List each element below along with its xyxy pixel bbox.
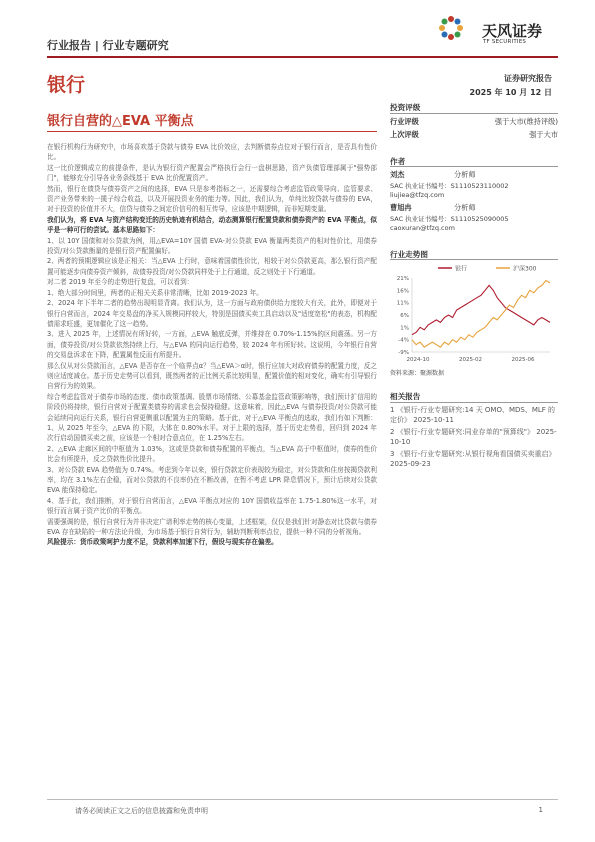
author-cert: SAC 执业证书编号：S1110523110002	[390, 182, 509, 190]
body-paragraph: 需要强调的是，银行自营行为并非决定广谱利率走势的核心变量，上述框架，仅仅是我们针对静态对比贷款与债券 EVA 存在缺陷的一种方法论升级，为市场基于银行自营行为，辅助判断利率点位，提供一种不同的分析视角。	[47, 517, 377, 537]
report-title: 银行自营的△EVA 平衡点	[47, 114, 194, 129]
rating-row	[390, 117, 558, 127]
related-item-title[interactable]: 1 《银行-行业专题研究:14 天 OMO、MDS、MLF 的定价》	[390, 406, 556, 424]
industry-trend-chart	[390, 262, 558, 366]
rating-label: 行业评级	[390, 117, 419, 126]
body-paragraph: 3、进入 2025 年，上述情况有所好转，一方面，△EVA 触底反弹，并维持在 0.70%-1.15%的区间震荡。另一方面，债券投资/对公贷款依然持续上行，与△EVA 的同向运行趋势，较 2024 年有所好转。这说明，今年银行自营的交易盘诉求在下降，配置属性反而有所提升。	[47, 330, 377, 360]
x-tick-label: 2025-02	[459, 357, 482, 363]
body-paragraph: 在银行机构行为研究中，市场喜欢基于贷款与债券 EVA 比价效应，去判断债券点位对于银行而言，是否具有性价比。	[47, 143, 377, 162]
related-item-title[interactable]: 2 《银行-行业专题研究:同业存单的"预算线"》	[390, 428, 535, 436]
rating-section-title: 投资评级	[390, 103, 421, 112]
related-item-date: 2025-09-23	[390, 460, 431, 468]
y-tick-label: 6%	[400, 313, 409, 319]
legend-label: 银行	[455, 265, 468, 273]
rating-row	[390, 130, 558, 140]
footer-disclaimer: 请务必阅读正文之后的信息披露和免责申明	[75, 807, 208, 815]
rating-label: 上次评级	[390, 130, 419, 139]
title-rule	[47, 131, 377, 132]
body-paragraph: 这一比价逻辑成立的前提条件，是认为银行资产配置会严格执行会行一盘棋思路，资产负债管理部属于"强势部门"，能够充分引导各业务条线基于 EVA 比价配置资产。	[47, 163, 377, 183]
authors-section-title: 作者	[390, 157, 406, 166]
chart-divider	[390, 259, 558, 260]
related-divider	[390, 402, 558, 403]
series-line	[412, 281, 550, 348]
related-item[interactable]	[390, 449, 558, 469]
author-email[interactable]: caoxuran@tfzq.com	[390, 224, 455, 232]
author-cert: SAC 执业证书编号：S1110525090005	[390, 215, 509, 223]
related-item-title[interactable]: 3 《银行-行业专题研究:从银行视角看国债买卖重启》	[390, 450, 556, 458]
body-paragraph: 1、绝大部分时间里，两者的正相关关系非常清晰，比如 2019-2023 年。	[47, 288, 263, 297]
chart-source: 资料来源：聚源数据	[390, 370, 445, 377]
x-tick-label: 2025-06	[511, 357, 535, 363]
chart-section-title: 行业走势图	[390, 250, 428, 259]
body-paragraph: 2、△EVA 走廊区间的中枢值为 1.03%，这或是贷款和债券配置的平衡点，当△EVA 高于中枢值时，债券的性价比会有所提升，反之贷款性价比提升。	[47, 444, 377, 464]
body-paragraph: 2、2024 年下半年二者的趋势出现明显背离。我们认为，这一方面与政府债供给力度较大有关，此外，即便对于银行自营而言，2024 年交易盘的净买入规模同样较大，特别是国债买卖工具启动以及"适度宽松"的表态，机构配债需求旺盛，更加催化了这一趋势。	[47, 299, 377, 328]
related-item-date: 2025-10-10	[390, 428, 557, 446]
body-paragraph: 风险提示：货币政策呵护力度不足，贷款利率加速下行，假设与现实存在偏差。	[47, 538, 278, 547]
author-row	[390, 170, 558, 180]
y-tick-label: 21%	[396, 276, 409, 282]
author-name: 刘杰	[390, 170, 405, 179]
author-email[interactable]: liujiea@tfzq.com	[390, 191, 445, 199]
report-type: 行业报告 | 行业专题研究	[47, 39, 169, 52]
author-role: 分析师	[454, 203, 476, 212]
y-tick-label: 16%	[396, 288, 409, 295]
industry-name: 银行	[47, 74, 86, 96]
report-date: 2025 年 10 月 12 日	[469, 88, 552, 97]
authors-divider	[390, 166, 558, 167]
y-tick-label: 1%	[400, 325, 409, 332]
series-line	[412, 285, 550, 334]
body-paragraph: 4、基于此，我们推断，对于银行自营而言，△EVA 平衡点对应的 10Y 国债收益率在 1.75-1.80%这一水平，对银行而言属于资产比价的平衡点。	[47, 496, 377, 516]
related-section-title: 相关报告	[390, 392, 421, 401]
body-paragraph: 2、两者的预期逻辑应该是正相关：当△EVA 上行时，意味着国债性价比，相较于对公贷款更高，那么银行资产配置可能逐步向债券资产倾斜，故债券投资/对公贷款同样处于上行通道，反之则处于下行通道。	[47, 257, 377, 276]
logo-english: TF SECURITIES	[483, 39, 527, 45]
x-tick-label: 2024-10	[406, 357, 430, 363]
y-tick-label: -4%	[398, 337, 409, 344]
related-item[interactable]	[390, 405, 558, 425]
body-paragraph: 对二者 2019 年至今的走势进行复盘，可以看到：	[47, 278, 194, 287]
related-item-date: 2025-10-11	[413, 416, 454, 424]
related-list	[390, 405, 558, 469]
author-name: 曹旭冉	[390, 203, 412, 212]
report-body	[47, 142, 377, 548]
logo-name: 天风证券	[482, 22, 543, 40]
rating-divider	[390, 113, 558, 114]
body-paragraph: 1、以 10Y 国债和对公贷款为例，用△EVA=10Y 国债 EVA-对公贷款 EVA 衡量两类资产的相对性价比，用债券投资/对公贷款衡量的是银行资产配置偏好。	[47, 236, 377, 256]
body-paragraph: 1、从 2025 年至今，△EVA 的下限，大体在 0.80%水平。对于上限的选择，基于历史走势看，回归到 2024 年次行启动国债买卖之前，应该是一个相对合意点位，在 1.25%左右。	[47, 423, 377, 443]
legend-label: 沪深300	[513, 265, 537, 273]
page-number: 1	[538, 806, 543, 814]
footer-rule	[47, 799, 558, 800]
body-paragraph: 3、对公贷款 EVA 趋势值为 0.74%。考虑到今年以来，银行贷款定价表现较为稳定，对公贷款和住房按揭贷款利率，均在 3.1%左右企稳，而对公贷款的不良率仍在不断改善，在暂不考虑 LPR 降息情况下，预计后续对公贷款 EVA 能保持稳定。	[47, 465, 377, 495]
rating-value: 强于大市(维持评级)	[494, 117, 558, 126]
related-item[interactable]	[390, 427, 558, 447]
body-paragraph: 然而，银行在债贷与债券资产之间的选择，EVA 只是参考指标之一，还需要综合考虑监管政策导向、监管要求、资产业务带来的一揽子综合收益，以及开展投资业务的能力等。因此，我们认为，单纯比较贷款与债券的 EVA，对于投资的价值并不大，信贷与债券之间定价信号的相互传导，应该是中期逻辑，而非短期变量。	[47, 184, 377, 214]
rating-value: 强于大市	[529, 130, 558, 139]
body-paragraph: 综合考虑监管对于债券市场的态度、债市政策基调、股票市场情绪、公募基金监管政策影响等，我们预计扩信用的阶段仍将持续，银行自营对于配置类债券的需求也会保持稳健。这意味着，因此△EVA 与债券投资/对公贷款可能会延续同向运行关系，银行自营更侧重以配置为主的策略。基于此，对于△EVA 平衡点的选取，我们有如下判断：	[47, 392, 377, 422]
body-paragraph: 那么仅从对公贷款而言，△EVA 是否存在一个临界点α？当△EVA＞α时，银行应加大对政府债券的配置力度，反之则应适度减仓。基于历史走势可以看到，既然两者的正比例关系比较明显，配置价值的相对变化，确实有引导银行自营行为的效果。	[47, 361, 377, 391]
report-kind: 证券研究报告	[504, 74, 552, 83]
header-rule	[47, 56, 558, 58]
author-row	[390, 203, 558, 213]
y-tick-label: 11%	[396, 300, 409, 307]
author-role: 分析师	[454, 170, 476, 179]
body-paragraph: 我们认为，将 EVA 与资产结构变迁的历史轨迹有机结合，动态测算银行配置贷款和债券资产的 EVA 平衡点，似乎是一种可行的尝试。基本思路如下：	[47, 215, 377, 235]
y-tick-label: -9%	[398, 350, 409, 356]
